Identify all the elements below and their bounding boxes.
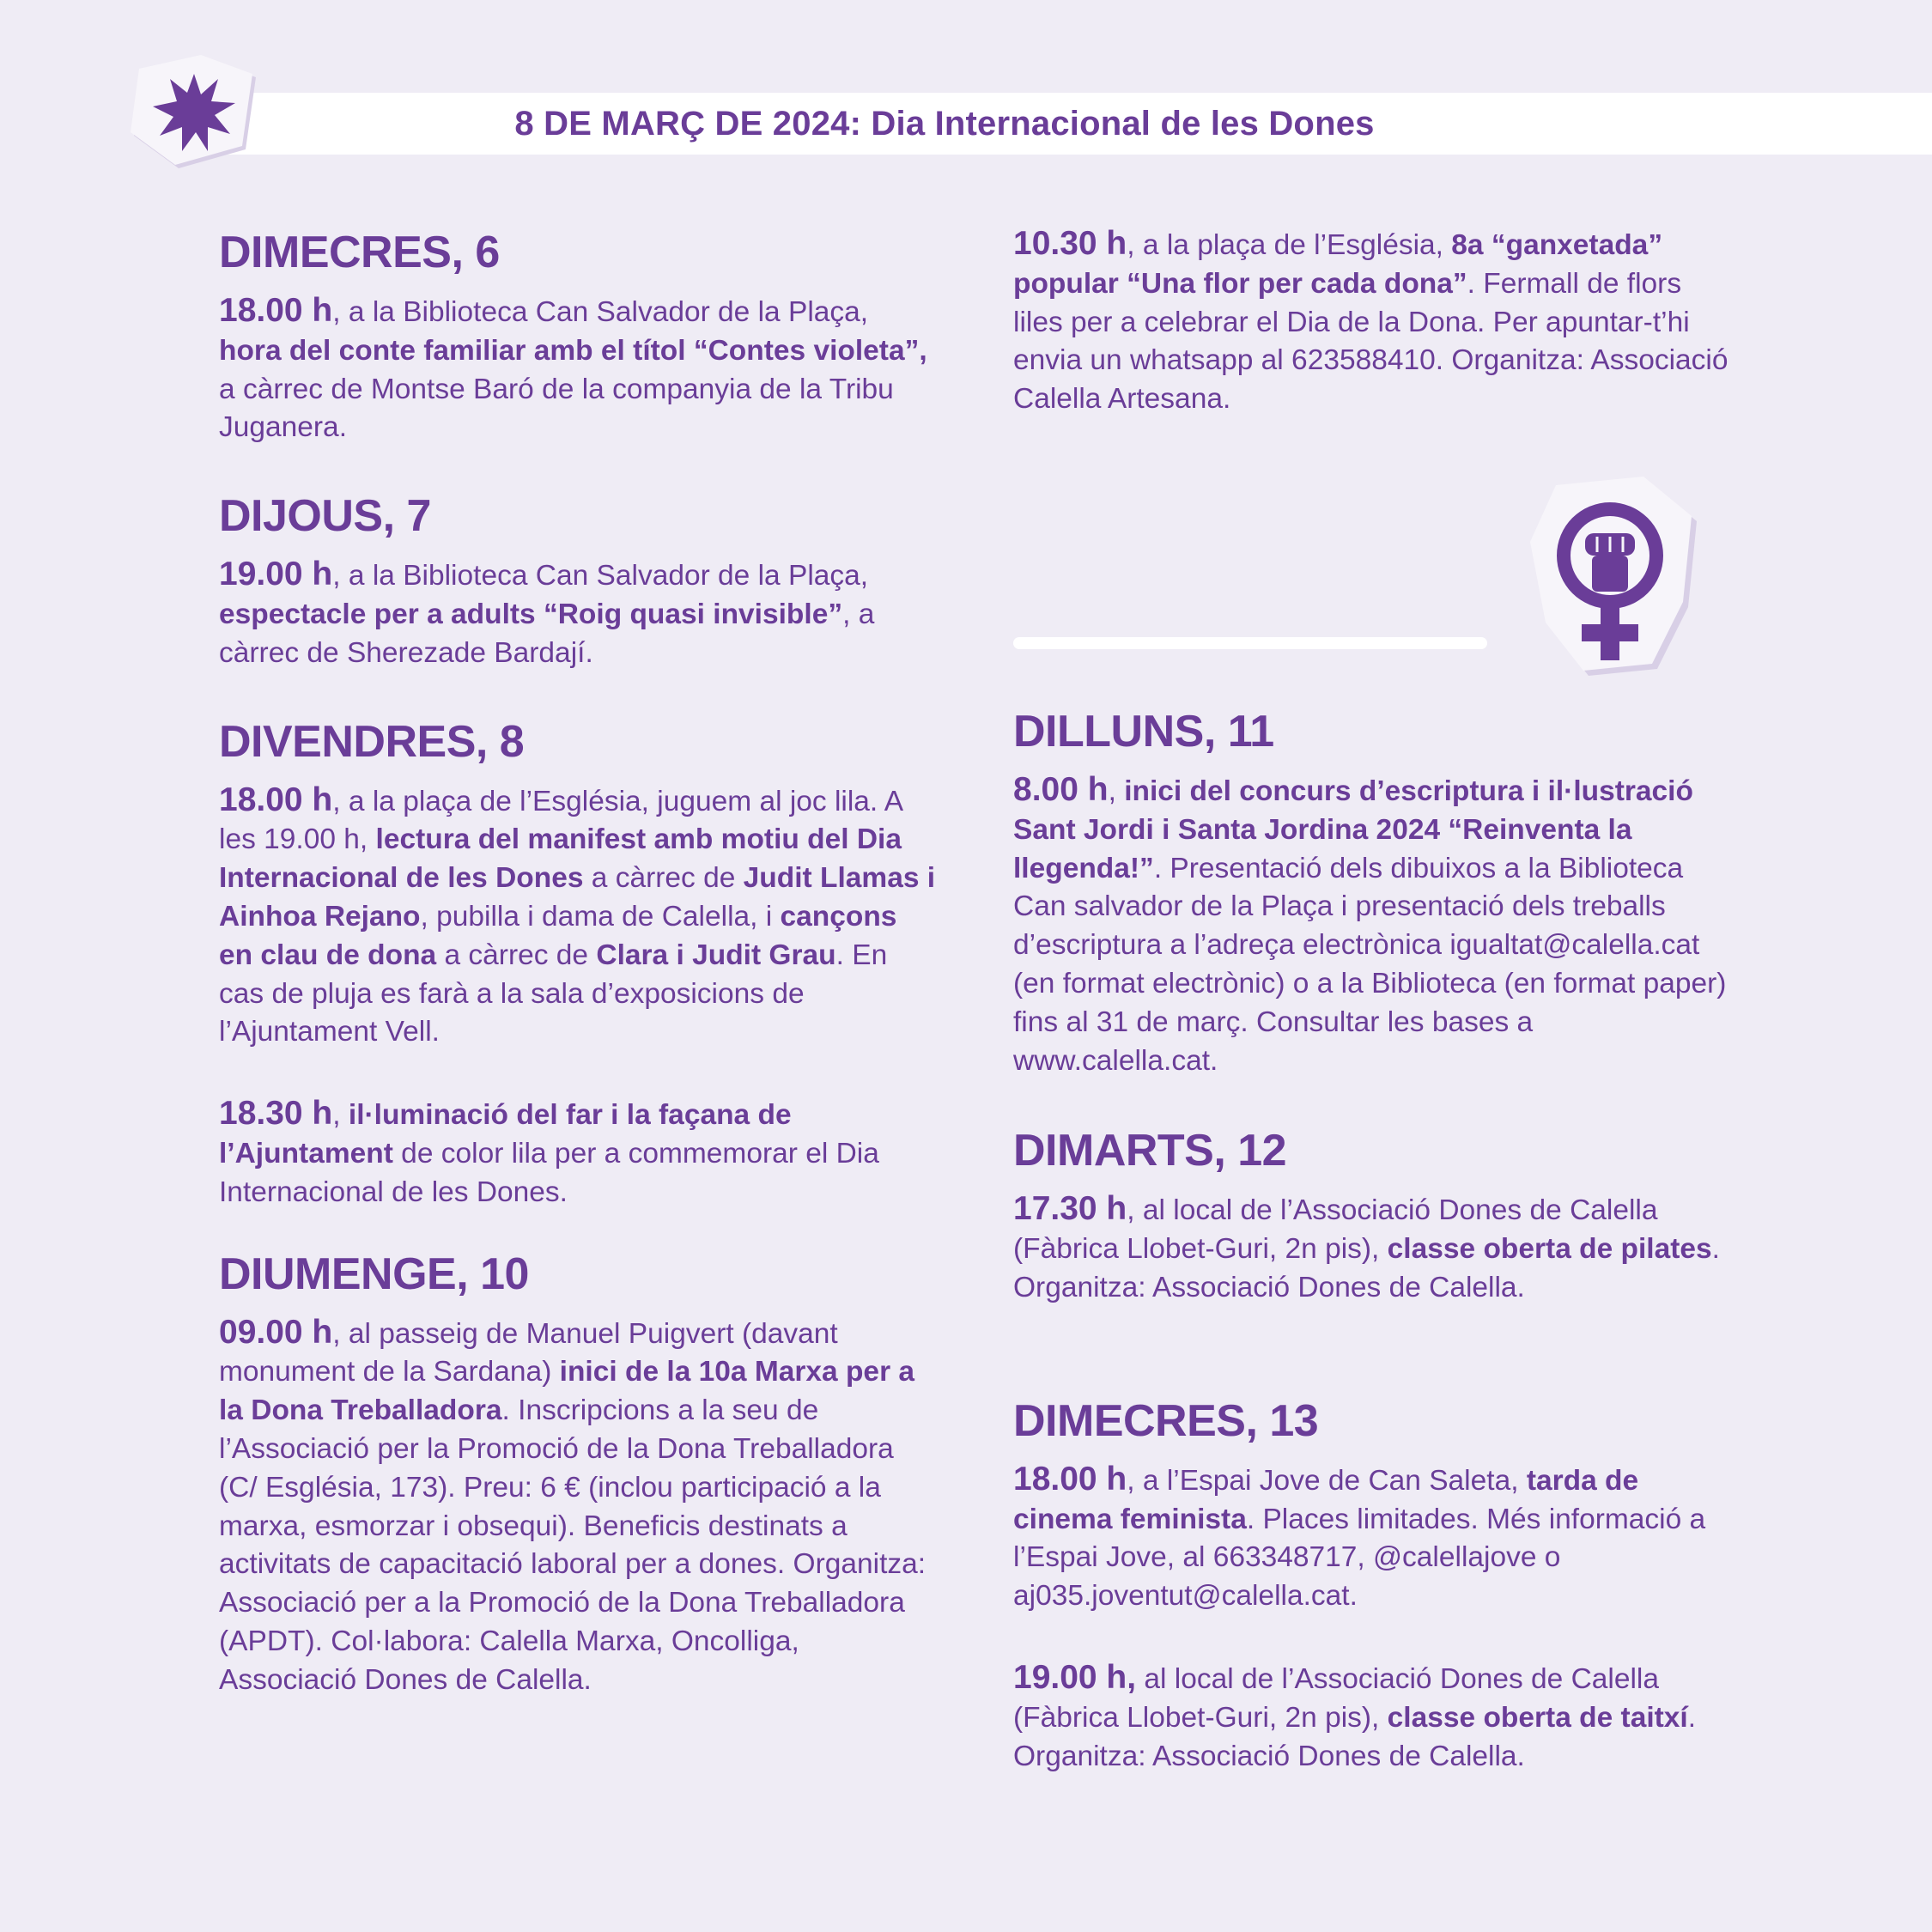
event-entry <box>1013 1190 1730 1307</box>
event-highlight: il·luminació del far i la façana de l’Ajuntament <box>219 1099 792 1170</box>
event-text: . Presentació dels dibuixos a la Biblioteca Can salvador de la Plaça i presentació dels treballs d’escriptura a l’adreça electrònica igualtat@calella.cat (en format electrònic) o a la Biblioteca (en format paper) fins al 31 de març. Consultar les bases a www.calella.cat. <box>1013 852 1727 1077</box>
day-heading: DIMARTS, 12 <box>1013 1126 1287 1176</box>
event-time: 8.00 h <box>1013 771 1109 808</box>
event-highlight: lectura del manifest amb motiu del Dia Internacional de les Dones <box>219 823 902 895</box>
day-heading: DIMECRES, 6 <box>219 228 500 277</box>
event-text: a càrrec de Montse Baró de la companyia de la Tribu Juganera. <box>219 373 894 444</box>
event-text: . Places limitades. Més informació a l’Espai Jove, al 663348717, @calellajove o aj035.joventut@calella.cat. <box>1013 1503 1706 1613</box>
page-title: 8 DE MARÇ DE 2024: Dia Internacional de les Dones <box>514 104 1375 143</box>
event-time: 09.00 h <box>219 1313 333 1351</box>
event-text: , a l’Espai Jove de Can Saleta, <box>1127 1464 1527 1497</box>
event-entry <box>1013 1461 1730 1616</box>
event-time: 19.00 h <box>219 556 333 593</box>
event-highlight: inici del concurs d’escriptura i il·lustració Sant Jordi i Santa Jordina 2024 “Reinventa la llegenda!” <box>1013 775 1693 884</box>
star-icon <box>129 53 266 173</box>
day-heading: DIVENDRES, 8 <box>219 716 525 767</box>
event-highlight: classe oberta de pilates <box>1387 1233 1712 1266</box>
event-text: , al local de l’Associació Dones de Calella (Fàbrica Llobet-Guri, 2n pis), <box>1013 1194 1658 1266</box>
event-highlight: tarda de cinema feminista <box>1013 1464 1639 1535</box>
event-text: , a la plaça de l’Església, juguem al joc lila. A les 19.00 h, <box>219 785 902 856</box>
left-column <box>219 225 936 1700</box>
day-heading: DIJOUS, 7 <box>219 491 431 542</box>
event-time: 18.30 h <box>219 1095 333 1133</box>
event-text: , <box>332 1099 349 1132</box>
event-highlight: Clara i Judit Grau <box>596 939 836 971</box>
event-entry <box>1013 771 1730 1080</box>
day-heading: DIUMENGE, 10 <box>219 1249 529 1299</box>
event-text: de color lila per a commemorar el Dia Internacional de les Dones. <box>219 1137 879 1208</box>
event-text: , al passeig de Manuel Puigvert (davant monument de la Sardana) <box>219 1317 838 1388</box>
event-time: 10.30 h <box>1013 225 1127 262</box>
event-time: 17.30 h <box>1013 1190 1127 1228</box>
event-highlight: cançons en clau de dona <box>219 900 897 971</box>
event-text: a càrrec de <box>436 939 597 971</box>
event-time: 18.00 h <box>219 292 333 329</box>
event-text: , a la Biblioteca Can Salvador de la Plaça, <box>332 560 869 592</box>
event-highlight: inici de la 10a Marxa per a la Dona Treballadora <box>219 1356 915 1427</box>
event-entry <box>219 556 936 672</box>
event-entry <box>219 781 936 1053</box>
event-entry <box>1013 1659 1730 1776</box>
event-text: . En cas de pluja es farà a la sala d’exposicions de l’Ajuntament Vell. <box>219 939 888 1048</box>
event-highlight: hora del conte familiar amb el títol “Contes violeta”, <box>219 334 927 367</box>
event-text: . Inscripcions a la seu de l’Associació per la Promoció de la Dona Treballadora (C/ Església, 173). Preu: 6 € (inclou participació a la marxa, esmorzar i obsequi). Beneficis destinats a activitats de capacitació laboral per a dones. Organitza: Associació per a la Promoció de la Dona Treballadora (APDT). Col·labora: Calella Marxa, Oncolliga, Associació Dones de Calella. <box>219 1394 927 1696</box>
event-highlight: 8a “ganxetada” popular “Una flor per cada dona” <box>1013 229 1663 300</box>
feminist-fist-symbol-icon <box>1528 477 1700 683</box>
event-text: a càrrec de <box>583 862 744 895</box>
day-heading: DIMECRES, 13 <box>1013 1395 1319 1446</box>
event-text: . Fermall de flors liles per a celebrar el Dia de la Dona. Per apuntar-t’hi envia un whatsapp al 623588410. Organitza: Associació Calella Artesana. <box>1013 267 1728 416</box>
event-text: , a la plaça de l’Església, <box>1127 229 1452 261</box>
event-text: . Organitza: Associació Dones de Calella. <box>1013 1701 1697 1772</box>
event-highlight: Judit Llamas i Ainhoa Rejano <box>219 862 936 933</box>
event-text: . Organitza: Associació Dones de Calella. <box>1013 1233 1720 1303</box>
event-highlight: classe oberta de taitxí <box>1387 1701 1688 1734</box>
event-entry <box>219 1095 936 1212</box>
event-time: 18.00 h <box>219 781 333 818</box>
event-time: 19.00 h, <box>1013 1658 1137 1696</box>
event-text: , <box>1108 775 1125 807</box>
event-entry <box>219 292 936 447</box>
event-time: 18.00 h <box>1013 1460 1127 1498</box>
event-entry <box>219 1314 936 1700</box>
event-text: , a càrrec de Sherezade Bardají. <box>219 598 875 669</box>
event-entry <box>1013 225 1730 419</box>
event-highlight: espectacle per a adults “Roig quasi invisible” <box>219 598 843 630</box>
right-column-top <box>1013 225 1730 419</box>
event-text: , pubilla i dama de Calella, i <box>420 900 781 933</box>
day-heading: DILLUNS, 11 <box>1013 707 1274 756</box>
event-text: al local de l’Associació Dones de Calella (Fàbrica Llobet-Guri, 2n pis), <box>1013 1662 1659 1734</box>
event-text: , a la Biblioteca Can Salvador de la Plaça, <box>332 296 869 328</box>
section-divider <box>1013 637 1487 649</box>
right-column-bottom <box>1013 704 1730 1776</box>
